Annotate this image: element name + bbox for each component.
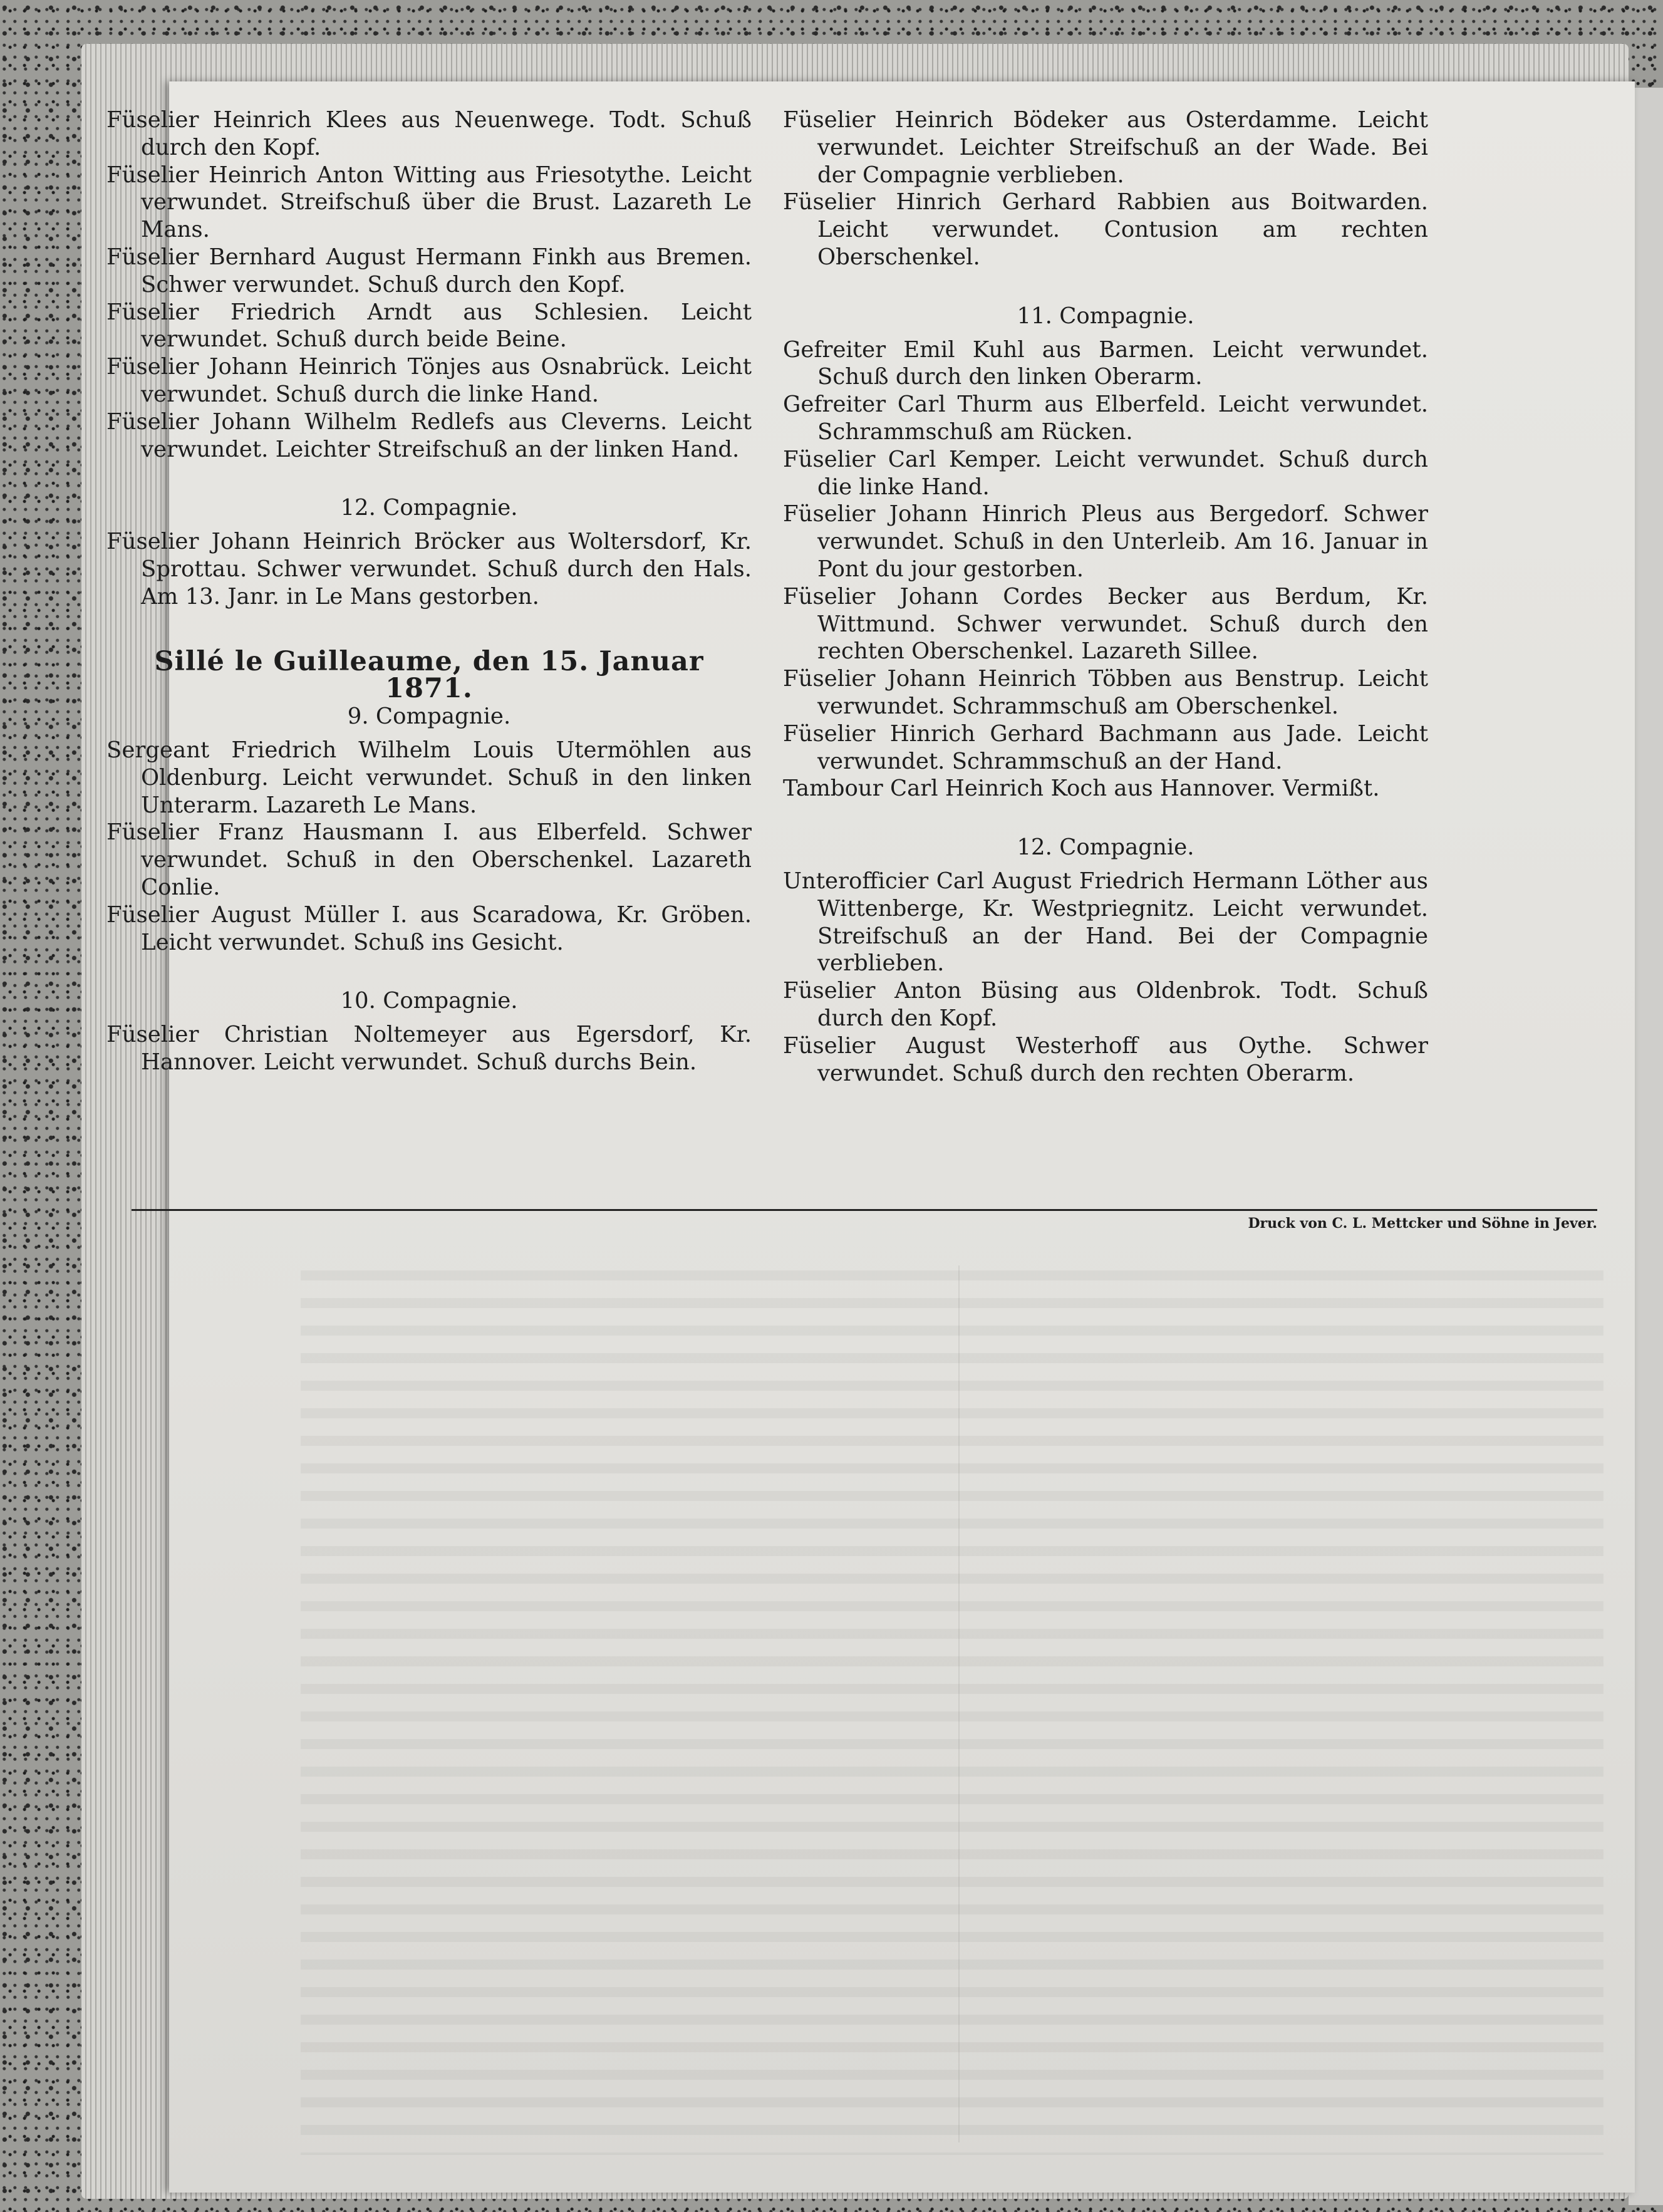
casualty-entry: Füselier Johann Wilhelm Redlefs aus Cleverns. Leicht verwundet. Leichter Streifschuß an der linken Hand. <box>106 408 752 462</box>
casualty-entry: Füselier Franz Hausmann I. aus Elberfeld. Schwer verwundet. Schuß in den Oberschenkel. Lazareth Conlie. <box>106 819 752 900</box>
casualty-entry: Füselier Johann Heinrich Többen aus Benstrup. Leicht verwundet. Schrammschuß am Oberschenkel. <box>783 666 1428 719</box>
casualty-entry: Gefreiter Carl Thurm aus Elberfeld. Leicht verwundet. Schrammschuß am Rücken. <box>783 392 1428 445</box>
casualty-entry: Füselier Johann Heinrich Tönjes aus Osnabrück. Leicht verwundet. Schuß durch die linke Hand. <box>106 354 752 407</box>
column-end-rule <box>132 1209 1597 1211</box>
casualty-entry: Füselier August Müller I. aus Scaradowa, Kr. Gröben. Leicht verwundet. Schuß ins Gesicht. <box>106 901 752 955</box>
casualty-entry: Füselier Heinrich Anton Witting aus Friesotythe. Leicht verwundet. Streifschuß über die Brust. Lazareth Le Mans. <box>106 162 752 243</box>
casualty-entry: Füselier Hinrich Gerhard Bachmann aus Jade. Leicht verwundet. Schrammschuß an der Hand. <box>783 720 1428 774</box>
casualty-entry: Füselier Heinrich Klees aus Neuenwege. Todt. Schuß durch den Kopf. <box>106 107 752 160</box>
casualty-entry: Füselier August Westerhoff aus Oythe. Schwer verwundet. Schuß durch den rechten Oberarm. <box>783 1032 1428 1086</box>
casualty-entry: Füselier Christian Noltemeyer aus Egersdorf, Kr. Hannover. Leicht verwundet. Schuß durchs Bein. <box>106 1022 752 1075</box>
casualty-entry: Unterofficier Carl August Friedrich Hermann Löther aus Wittenberge, Kr. Westpriegnitz. Leicht verwundet. Streifschuß an der Hand. Bei der Compagnie verblieben. <box>783 868 1428 977</box>
company-heading: 10. Compagnie. <box>340 988 518 1014</box>
company-heading: 9. Compagnie. <box>347 704 511 730</box>
company-heading: 11. Compagnie. <box>1017 303 1194 329</box>
right-column <box>783 106 1428 1087</box>
company-heading: 12. Compagnie. <box>340 495 518 521</box>
casualty-entry: Füselier Friedrich Arndt aus Schlesien. Leicht verwundet. Schuß durch beide Beine. <box>106 299 752 353</box>
casualty-entry: Füselier Johann Hinrich Pleus aus Bergedorf. Schwer verwundet. Schuß in den Unterleib. Am 16. Januar in Pont du jour gestorben. <box>783 501 1428 582</box>
casualty-entry: Tambour Carl Heinrich Koch aus Hannover. Vermißt. <box>783 776 1380 802</box>
casualty-entry: Füselier Heinrich Bödeker aus Osterdamme. Leicht verwundet. Leichter Streifschuß an der Wade. Bei der Compagnie verblieben. <box>783 107 1428 188</box>
company-heading: 12. Compagnie. <box>1017 834 1194 861</box>
date-heading: Sillé le Guilleaume, den 15. Januar 1871. <box>154 645 704 705</box>
casualty-entry: Sergeant Friedrich Wilhelm Louis Utermöhlen aus Oldenburg. Leicht verwundet. Schuß in den linken Unterarm. Lazareth Le Mans. <box>106 737 752 818</box>
bleed-through-divider <box>958 1265 960 2142</box>
casualty-entry: Füselier Johann Cordes Becker aus Berdum, Kr. Wittmund. Schwer verwundet. Schuß durch den rechten Oberschenkel. Lazareth Sillee. <box>783 583 1428 665</box>
casualty-entry: Füselier Carl Kemper. Leicht verwundet. Schuß durch die linke Hand. <box>783 446 1428 500</box>
casualty-entry: Füselier Johann Heinrich Bröcker aus Woltersdorf, Kr. Sprottau. Schwer verwundet. Schuß durch den Hals. Am 13. Janr. in Le Mans gestorben. <box>106 529 752 610</box>
casualty-entry: Füselier Hinrich Gerhard Rabbien aus Boitwarden. Leicht verwundet. Contusion am rechten Oberschenkel. <box>783 189 1428 270</box>
bleed-through-text <box>301 1253 1603 2155</box>
casualty-entry: Gefreiter Emil Kuhl aus Barmen. Leicht verwundet. Schuß durch den linken Oberarm. <box>783 336 1428 390</box>
left-column <box>106 106 752 1076</box>
printer-imprint: Druck von C. L. Mettcker und Söhne in Jever. <box>1248 1215 1597 1232</box>
casualty-entry: Füselier Bernhard August Hermann Finkh aus Bremen. Schwer verwundet. Schuß durch den Kopf. <box>106 244 752 298</box>
casualty-entry: Füselier Anton Büsing aus Oldenbrok. Todt. Schuß durch den Kopf. <box>783 978 1428 1031</box>
